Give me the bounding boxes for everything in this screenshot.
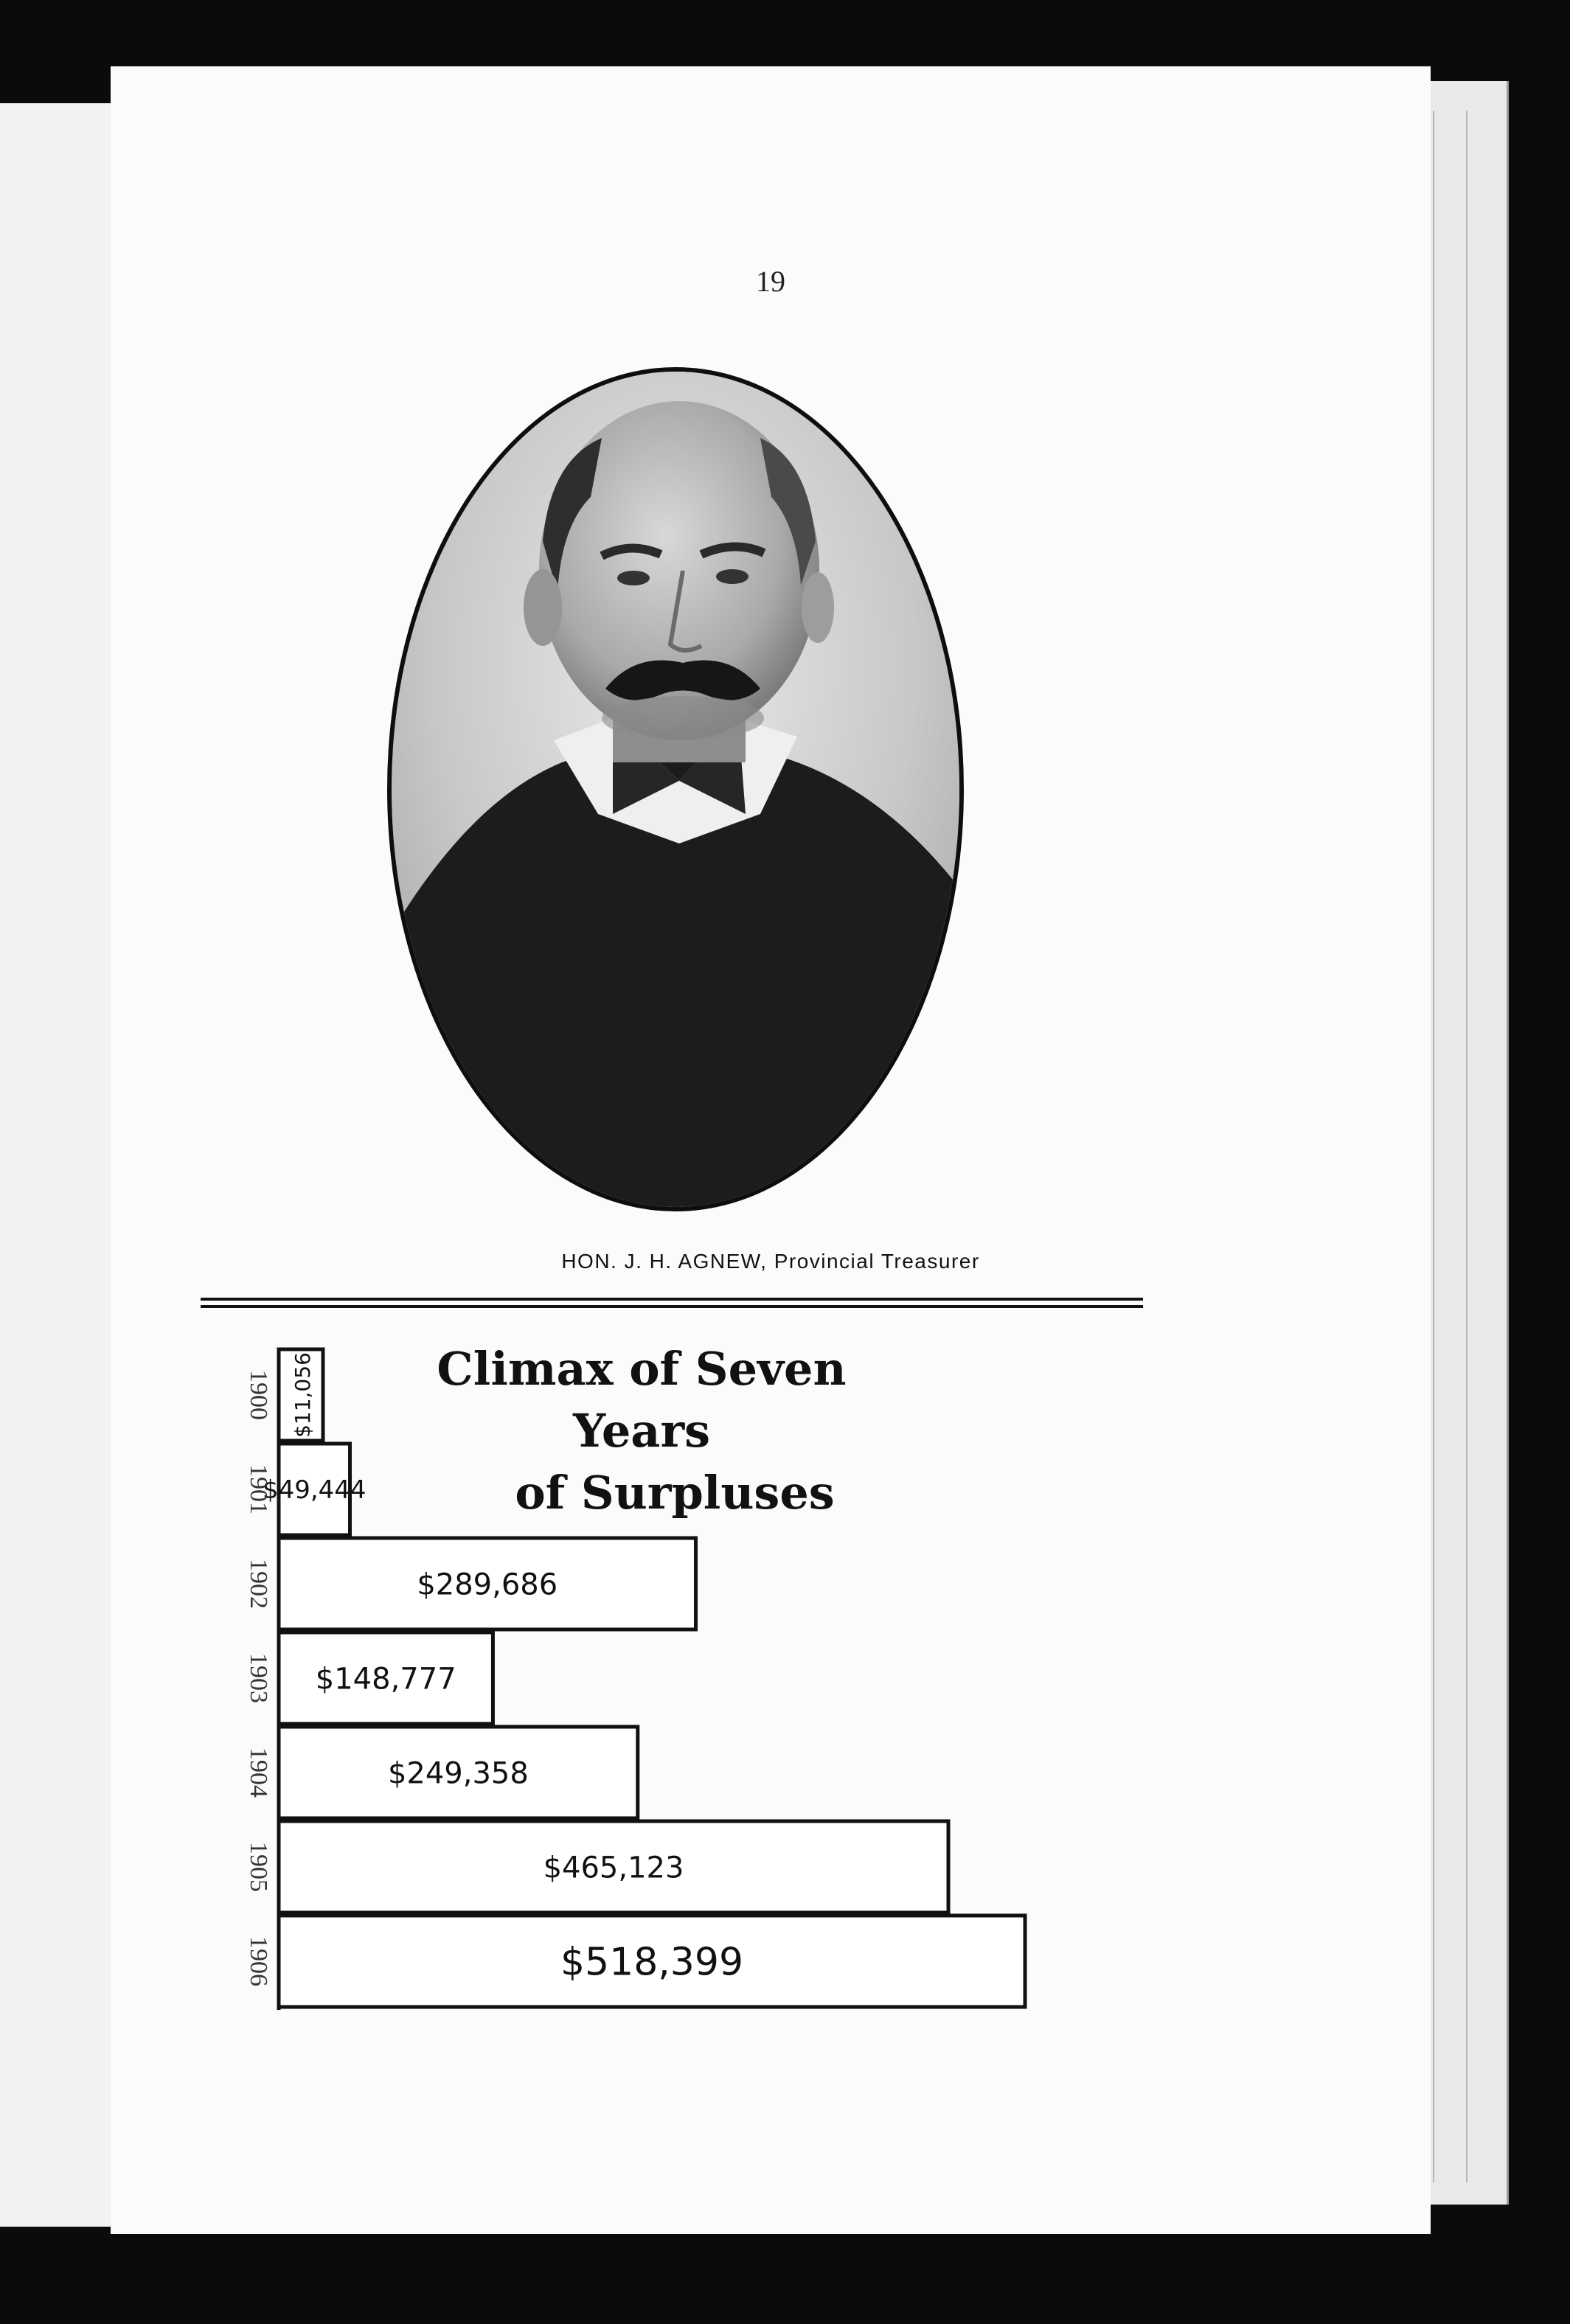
year-label-1902: 1902: [245, 1559, 272, 1609]
year-label-1906: 1906: [245, 1936, 272, 1986]
left-page-edge: [0, 103, 117, 2227]
bar-value-label-1901: $49,444: [262, 1475, 367, 1506]
year-label-1900: 1900: [245, 1370, 272, 1420]
bar-value-label-1902: $289,686: [417, 1568, 558, 1602]
year-label-1903: 1903: [245, 1653, 272, 1703]
surplus-bar-chart: [111, 66, 1431, 2234]
bar-value-label-1904: $249,358: [387, 1756, 529, 1791]
chart-title-line-2: of Surpluses: [515, 1466, 835, 1520]
bar-value-label-1903: $148,777: [315, 1662, 456, 1697]
year-label-1904: 1904: [245, 1747, 272, 1798]
portrait-caption: HON. J. H. AGNEW, Provincial Treasurer: [561, 1250, 980, 1273]
bar-value-label-1905: $465,123: [543, 1851, 684, 1885]
page-number: 19: [756, 265, 785, 298]
bar-value-label-1900: $11,056: [291, 1352, 315, 1438]
chart-title-line-1: Climax of Seven Years: [437, 1342, 847, 1458]
year-label-1905: 1905: [245, 1842, 272, 1892]
year-label-1901: 1901: [245, 1464, 272, 1514]
document-page: [111, 66, 1431, 2234]
bar-value-label-1906: $518,399: [560, 1940, 744, 1985]
